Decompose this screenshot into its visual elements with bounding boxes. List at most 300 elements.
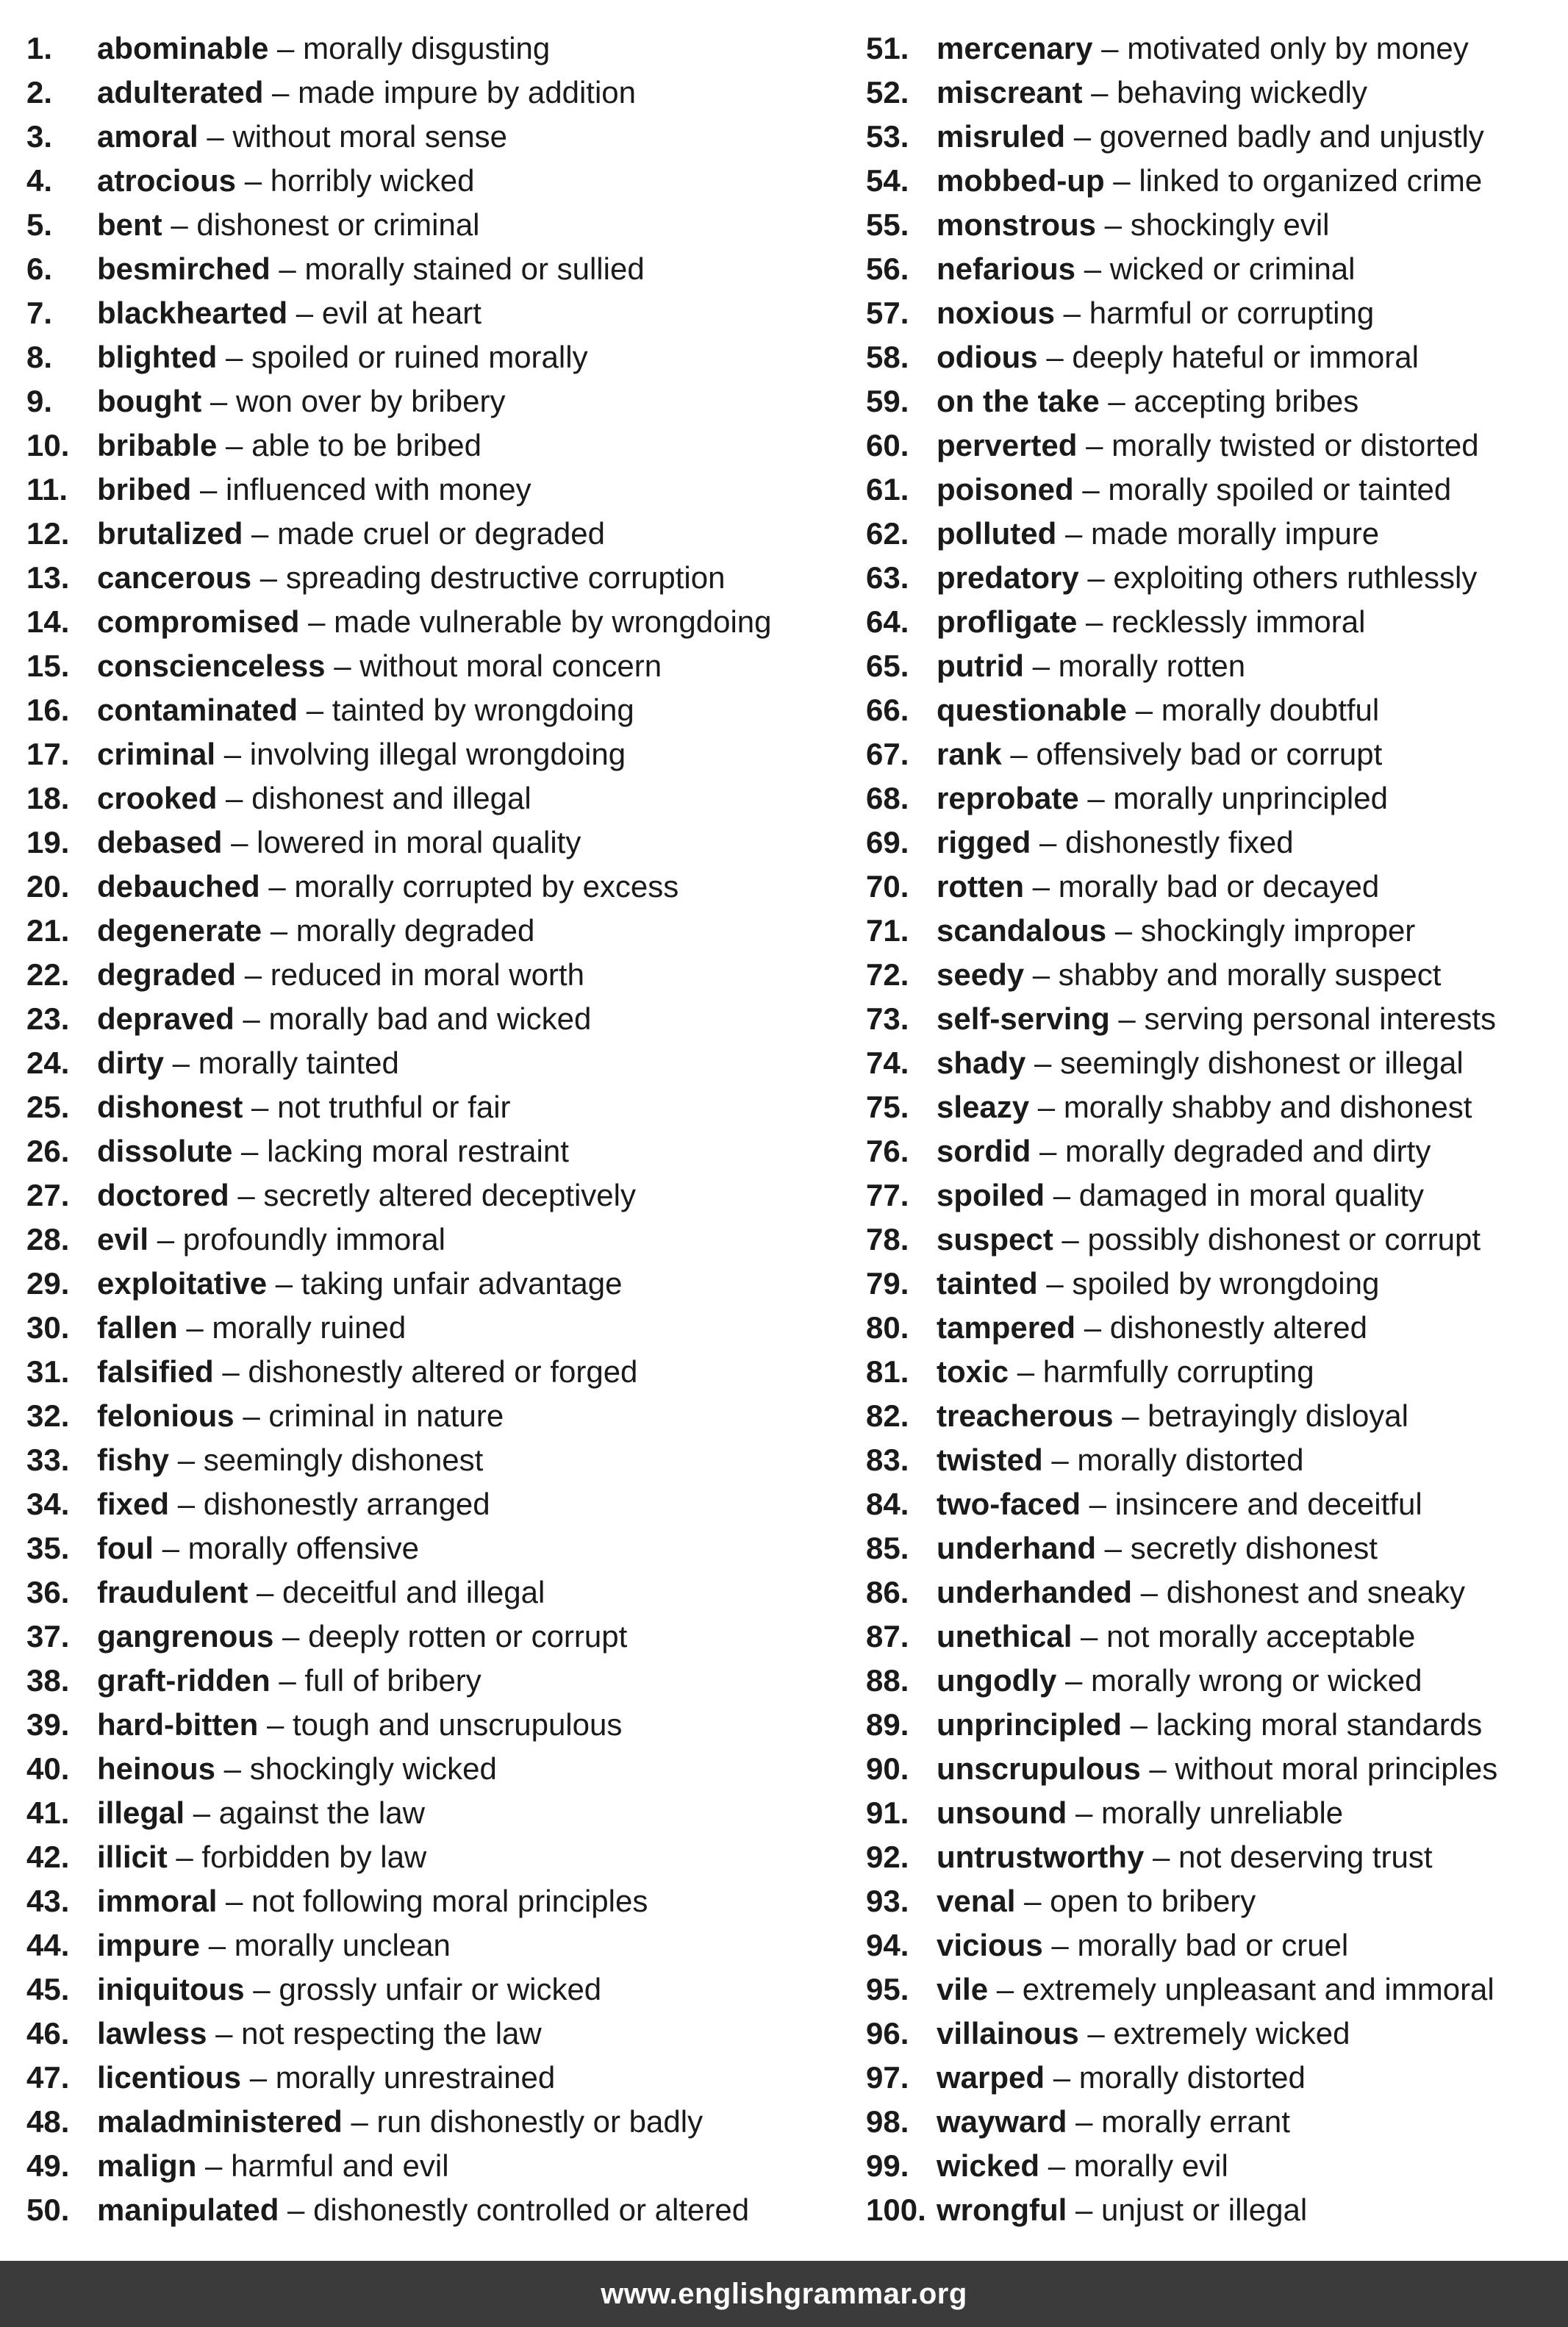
entry-definition: dishonestly arranged [203,1487,490,1521]
entry-separator: – [267,1266,301,1301]
entry-separator: – [1067,1795,1101,1830]
list-item [866,1041,1557,1085]
entry-number: 3. [26,119,53,154]
entry-separator: – [1031,825,1066,859]
entry-definition: dishonestly controlled or altered [313,2192,750,2227]
entry-definition: secretly altered deceptively [263,1178,636,1212]
entry-number: 24. [26,1045,70,1080]
list-item [866,115,1557,159]
entry-number: 100. [866,2192,926,2227]
entry-word: bribed [97,472,192,507]
entry-word: unsound [937,1795,1067,1830]
list-item [866,776,1557,821]
entry-separator: – [1045,1178,1079,1212]
entry-definition: full of bribery [304,1663,482,1698]
list-item [866,1615,1557,1659]
entry-number: 6. [26,251,53,286]
entry-number: 20. [26,869,70,904]
entry-word: bent [97,207,162,242]
entry-definition: not respecting the law [241,2016,542,2051]
list-item [26,247,842,291]
entry-number: 59. [866,384,909,418]
entry-word: twisted [937,1443,1043,1477]
entry-separator: – [258,1707,293,1742]
entry-word: dirty [97,1045,165,1080]
entry-number: 69. [866,825,909,859]
entry-number: 28. [26,1222,70,1257]
entry-word: falsified [97,1354,214,1389]
list-item [866,468,1557,512]
list-item [866,247,1557,291]
entry-number: 19. [26,825,70,859]
entry-word: rotten [937,869,1024,904]
list-item [26,1218,842,1262]
list-item [26,203,842,247]
entry-number: 88. [866,1663,909,1698]
entry-definition: shabby and morally suspect [1058,957,1442,992]
entry-word: maladministered [97,2104,343,2139]
entry-definition: morally unclean [234,1928,451,1962]
entry-definition: harmfully corrupting [1042,1354,1314,1389]
list-item [866,71,1557,115]
entry-separator: – [1096,207,1131,242]
entry-definition: unjust or illegal [1101,2192,1308,2227]
entry-word: immoral [97,1884,218,1918]
entry-number: 62. [866,516,909,551]
list-item [26,909,842,953]
entry-number: 37. [26,1619,70,1654]
entry-definition: linked to organized crime [1139,163,1483,198]
entry-separator: – [177,1310,212,1345]
entry-number: 40. [26,1751,70,1786]
list-item [866,909,1557,953]
entry-word: fixed [97,1487,170,1521]
entry-separator: – [342,2104,377,2139]
entry-separator: – [196,2148,232,2183]
entry-number: 96. [866,2016,909,2051]
list-item [26,26,842,71]
entry-definition: exploiting others ruthlessly [1113,560,1478,595]
entry-number: 83. [866,1443,909,1477]
entry-number: 43. [26,1884,70,1918]
entry-separator: – [988,1972,1023,2006]
entry-word: two-faced [937,1487,1081,1521]
entry-definition: deeply hateful or immoral [1072,340,1419,374]
entry-word: underhand [937,1531,1096,1565]
entry-word: doctored [97,1178,229,1212]
entry-word: polluted [937,516,1057,551]
entry-separator: – [217,428,252,462]
entry-number: 50. [26,2192,70,2227]
entry-word: illicit [97,1840,168,1874]
entry-word: monstrous [937,207,1097,242]
entry-number: 32. [26,1398,70,1433]
entry-number: 75. [866,1090,909,1124]
entry-definition: offensively bad or corrupt [1036,737,1383,771]
entry-separator: – [167,1840,202,1874]
entry-definition: damaged in moral quality [1078,1178,1424,1212]
entry-word: malign [97,2148,197,2183]
entry-definition: not truthful or fair [277,1090,511,1124]
entry-word: underhanded [937,1575,1133,1609]
entry-separator: – [207,2016,242,2051]
entry-number: 67. [866,737,909,771]
entry-number: 63. [866,560,909,595]
entry-definition: won over by bribery [235,384,506,418]
entry-definition: serving personal interests [1144,1001,1497,1036]
entry-word: mobbed-up [937,163,1105,198]
entry-definition: possibly dishonest or corrupt [1087,1222,1481,1257]
entry-number: 90. [866,1751,909,1786]
entry-separator: – [325,648,360,683]
list-item [26,1306,842,1350]
entry-word: self-serving [937,1001,1110,1036]
entry-word: besmirched [97,251,271,286]
entry-definition: against the law [218,1795,425,1830]
entry-definition: forbidden by law [201,1840,427,1874]
entry-separator: – [1056,516,1092,551]
entry-definition: shockingly wicked [249,1751,497,1786]
list-item [26,1791,842,1835]
entry-definition: morally ruined [212,1310,407,1345]
entry-separator: – [1024,869,1059,904]
list-item [866,865,1557,909]
entry-word: impure [97,1928,201,1962]
entry-word: reprobate [937,781,1079,815]
entry-number: 11. [26,472,68,507]
entry-word: amoral [97,119,198,154]
entry-word: fishy [97,1443,170,1477]
entry-separator: – [236,163,271,198]
list-item [866,2056,1557,2100]
list-item [866,953,1557,997]
entry-word: perverted [937,428,1078,462]
entry-definition: without moral concern [359,648,662,683]
list-item [26,776,842,821]
entry-separator: – [232,1134,268,1168]
entry-separator: – [169,1487,204,1521]
list-item [866,1659,1557,1703]
entry-separator: – [229,1178,264,1212]
word-list-left-column [26,26,842,2232]
entry-word: venal [937,1884,1016,1918]
entry-number: 23. [26,1001,70,1036]
entry-definition: dishonestly fixed [1065,825,1294,859]
entry-separator: – [1015,1884,1050,1918]
entry-number: 51. [866,31,909,65]
entry-definition: morally disgusting [303,31,551,65]
entry-word: untrustworthy [937,1840,1145,1874]
entry-separator: – [1037,1266,1073,1301]
entry-number: 26. [26,1134,70,1168]
entry-definition: not deserving trust [1178,1840,1433,1874]
entry-word: vile [937,1972,989,2006]
entry-separator: – [1053,1222,1088,1257]
entry-word: blackhearted [97,296,288,330]
entry-definition: involving illegal wrongdoing [249,737,626,771]
entry-separator: – [1077,428,1112,462]
list-item [866,1306,1557,1350]
entry-number: 66. [866,693,909,727]
entry-number: 74. [866,1045,909,1080]
entry-definition: tainted by wrongdoing [332,693,634,727]
entry-separator: – [1109,1001,1145,1036]
entry-separator: – [1072,1619,1107,1654]
entry-definition: morally unreliable [1101,1795,1344,1830]
entry-definition: able to be bribed [251,428,482,462]
entry-word: poisoned [937,472,1074,507]
entry-number: 1. [26,31,53,65]
list-item [866,203,1557,247]
list-item [866,1085,1557,1129]
entry-number: 2. [26,75,53,110]
entry-number: 82. [866,1398,909,1433]
entry-separator: – [191,472,226,507]
entry-definition: morally degraded and dirty [1065,1134,1431,1168]
list-item [26,1262,842,1306]
entry-definition: morally bad and wicked [268,1001,592,1036]
entry-number: 58. [866,340,909,374]
entry-definition: reduced in moral worth [270,957,584,992]
list-item [26,1570,842,1615]
entry-number: 77. [866,1178,909,1212]
list-item [866,379,1557,423]
entry-separator: – [243,1090,278,1124]
entry-word: vicious [937,1928,1043,1962]
list-item [866,1703,1557,1747]
entry-word: suspect [937,1222,1053,1257]
entry-separator: – [1077,604,1112,639]
entry-word: ungodly [937,1663,1057,1698]
entry-word: treacherous [937,1398,1114,1433]
entry-definition: open to bribery [1050,1884,1256,1918]
entry-separator: – [1073,472,1109,507]
entry-number: 7. [26,296,53,330]
entry-word: dissolute [97,1134,233,1168]
entry-number: 61. [866,472,909,507]
entry-separator: – [1078,2016,1114,2051]
entry-definition: without moral principles [1175,1751,1498,1786]
list-item [866,423,1557,468]
list-item [866,997,1557,1041]
entry-definition: accepting bribes [1134,384,1359,418]
entry-word: degraded [97,957,237,992]
list-item [26,1923,842,1967]
entry-word: bribable [97,428,218,462]
list-item [26,1879,842,1923]
entry-word: bought [97,384,202,418]
entry-number: 31. [26,1354,70,1389]
entry-separator: – [241,2060,276,2095]
list-item [866,1923,1557,1967]
entry-definition: betrayingly disloyal [1148,1398,1408,1433]
list-item [26,423,842,468]
entry-number: 18. [26,781,70,815]
entry-number: 53. [866,119,909,154]
entry-separator: – [248,1575,283,1609]
entry-definition: deeply rotten or corrupt [308,1619,628,1654]
list-item [866,1350,1557,1394]
list-item [26,1659,842,1703]
entry-definition: morally rotten [1058,648,1246,683]
entry-separator: – [1122,1707,1156,1742]
entry-separator: – [1113,1398,1148,1433]
entry-number: 14. [26,604,70,639]
list-item [26,1747,842,1791]
entry-separator: – [236,957,271,992]
entry-definition: made impure by addition [298,75,637,110]
entry-separator: – [1037,340,1073,374]
entry-number: 41. [26,1795,70,1830]
entry-word: debased [97,825,223,859]
entry-separator: – [1075,1310,1110,1345]
entry-definition: dishonestly altered or forged [248,1354,638,1389]
footer-bar [0,2261,1568,2327]
entry-definition: morally degraded [296,913,535,948]
entry-number: 70. [866,869,909,904]
entry-definition: dishonest or criminal [196,207,480,242]
entry-number: 84. [866,1487,909,1521]
list-item [866,1791,1557,1835]
entry-word: fallen [97,1310,178,1345]
entry-separator: – [1078,560,1114,595]
entry-number: 54. [866,163,909,198]
entry-separator: – [1099,384,1134,418]
entry-separator: – [268,31,304,65]
entry-number: 36. [26,1575,70,1609]
list-item [866,1438,1557,1482]
list-item [866,821,1557,865]
entry-definition: taking unfair advantage [301,1266,623,1301]
entry-word: tampered [937,1310,1076,1345]
entry-number: 60. [866,428,909,462]
entry-word: rigged [937,825,1031,859]
entry-word: blighted [97,340,218,374]
entry-separator: – [1075,251,1110,286]
entry-separator: – [244,1972,279,2006]
entry-definition: recklessly immoral [1111,604,1366,639]
list-item [26,1703,842,1747]
entry-number: 10. [26,428,70,462]
entry-separator: – [1096,1531,1131,1565]
list-item [866,1747,1557,1791]
entry-number: 71. [866,913,909,948]
entry-definition: morally doubtful [1161,693,1380,727]
entry-separator: – [234,1001,269,1036]
list-item [26,1967,842,2012]
entry-word: sleazy [937,1090,1030,1124]
list-item [26,468,842,512]
list-item [866,2188,1557,2232]
entry-separator: – [1104,163,1139,198]
entry-number: 16. [26,693,70,727]
entry-separator: – [215,1751,250,1786]
entry-word: toxic [937,1354,1009,1389]
entry-definition: secretly dishonest [1130,1531,1378,1565]
entry-number: 68. [866,781,909,815]
entry-number: 98. [866,2104,909,2139]
entry-definition: morally evil [1073,2148,1228,2183]
entry-definition: morally wrong or wicked [1091,1663,1422,1698]
entry-definition: grossly unfair or wicked [279,1972,602,2006]
list-item [26,644,842,688]
entry-number: 47. [26,2060,70,2095]
entry-separator: – [217,781,252,815]
entry-definition: behaving wickedly [1117,75,1368,110]
entry-separator: – [198,119,233,154]
entry-definition: deceitful and illegal [282,1575,545,1609]
entry-number: 73. [866,1001,909,1036]
entry-number: 42. [26,1840,70,1874]
list-item [866,644,1557,688]
entry-word: illegal [97,1795,185,1830]
entry-definition: lacking moral standards [1156,1707,1483,1742]
list-item [26,600,842,644]
entry-number: 91. [866,1795,909,1830]
list-item [26,1835,842,1879]
entry-definition: lowered in moral quality [257,825,581,859]
entry-separator: – [259,869,295,904]
entry-word: villainous [937,2016,1079,2051]
entry-definition: seemingly dishonest [203,1443,484,1477]
entry-definition: influenced with money [226,472,531,507]
entry-word: sordid [937,1134,1031,1168]
list-item [26,2144,842,2188]
list-item [26,1173,842,1218]
footer-website-link[interactable]: www.englishgrammar.org [601,2277,967,2310]
entry-separator: – [270,1663,305,1698]
entry-word: wayward [937,2104,1067,2139]
entry-word: degenerate [97,913,262,948]
list-item [866,556,1557,600]
entry-word: profligate [937,604,1078,639]
entry-number: 48. [26,2104,70,2139]
entry-separator: – [1055,296,1089,330]
entry-definition: morally bad or cruel [1077,1928,1349,1962]
entry-separator: – [1031,1134,1066,1168]
list-item [866,2144,1557,2188]
entry-word: graft-ridden [97,1663,271,1698]
entry-definition: morally errant [1101,2104,1290,2139]
entry-word: foul [97,1531,154,1565]
entry-definition: morally stained or sullied [304,251,645,286]
entry-word: criminal [97,737,216,771]
entry-definition: lacking moral restraint [267,1134,569,1168]
entry-word: predatory [937,560,1079,595]
entry-separator: – [1065,119,1100,154]
entry-definition: shockingly improper [1140,913,1416,948]
entry-word: cancerous [97,560,252,595]
list-item [26,732,842,776]
entry-word: unethical [937,1619,1073,1654]
entry-number: 78. [866,1222,909,1257]
list-item [26,688,842,732]
entry-word: atrocious [97,163,237,198]
entry-definition: seemingly dishonest or illegal [1060,1045,1464,1080]
entry-number: 17. [26,737,70,771]
entry-separator: – [262,913,296,948]
entry-definition: evil at heart [321,296,482,330]
entry-word: conscienceless [97,648,326,683]
list-item [866,600,1557,644]
entry-definition: horribly wicked [270,163,475,198]
entry-number: 65. [866,648,909,683]
entry-separator: – [217,1884,252,1918]
list-item [866,512,1557,556]
entry-number: 76. [866,1134,909,1168]
entry-word: shady [937,1045,1026,1080]
list-item [26,1350,842,1394]
